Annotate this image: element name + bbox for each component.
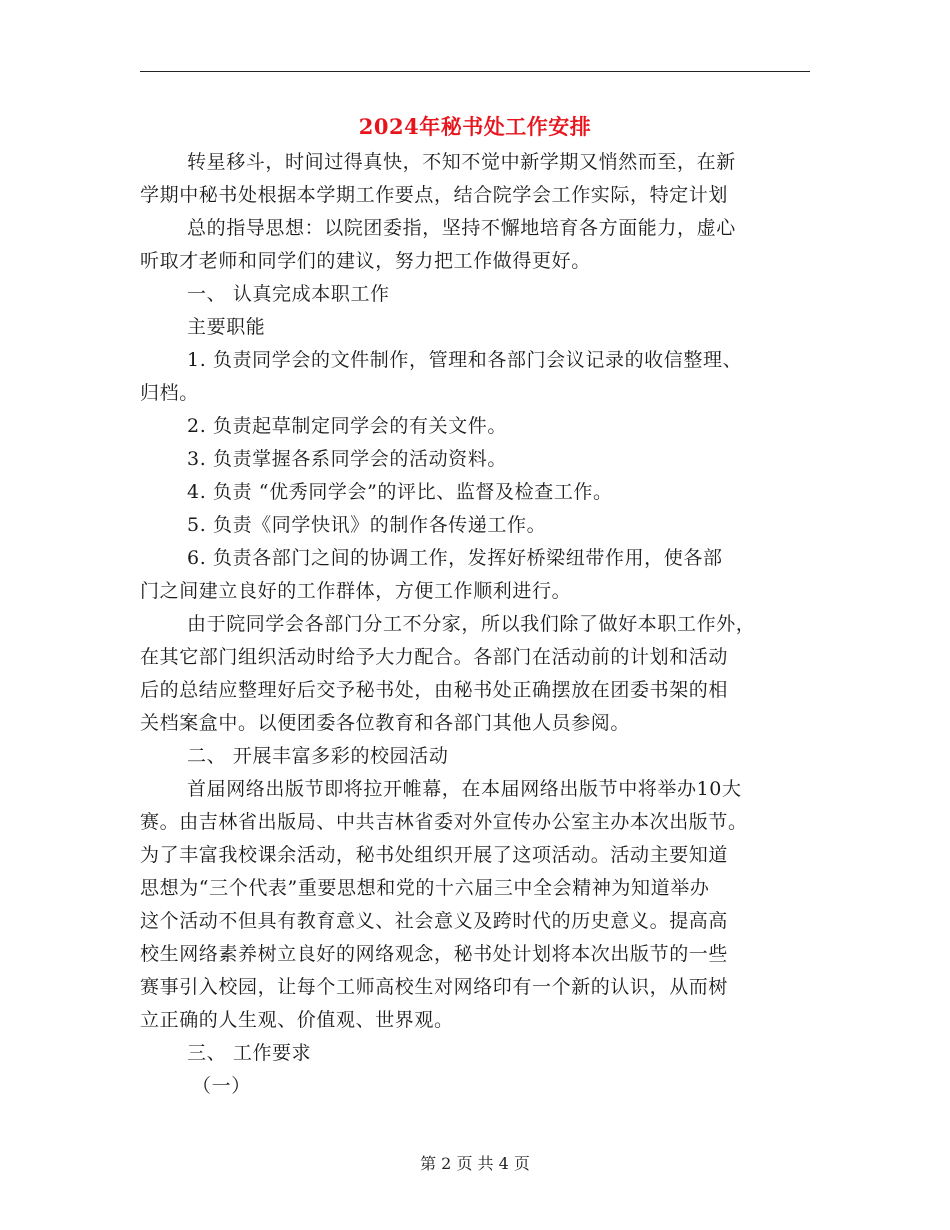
- paragraph-line: 转星移斗，时间过得真快，不知不觉中新学期又悄然而至，在新: [187, 151, 736, 173]
- paragraph-line: 听取才老师和同学们的建议，努力把工作做得更好。: [140, 250, 591, 272]
- paragraph-line: 校生网络素养树立良好的网络观念，秘书处计划将本次出版节的一些: [140, 943, 729, 965]
- paragraph-line: 赛事引入校园，让每个工师高校生对网络印有一个新的认识，从而树: [140, 976, 729, 998]
- header-rule: [140, 71, 810, 72]
- document-title: 2024年秘书处工作安排: [358, 114, 592, 139]
- list-item: 4. 负责 “优秀同学会”的评比、监督及检查工作。: [187, 481, 613, 503]
- paragraph-line: 为了丰富我校课余活动，秘书处组织开展了这项活动。活动主要知道: [140, 844, 729, 866]
- paragraph-line: 学期中秘书处根据本学期工作要点，结合院学会工作实际，特定计划: [140, 184, 729, 206]
- paragraph-line: 思想为“三个代表”重要思想和党的十六届三中全会精神为知道举办: [140, 877, 710, 899]
- paragraph-line: 首届网络出版节即将拉开帷幕，在本届网络出版节中将举办10大: [187, 778, 742, 800]
- list-item: 1. 负责同学会的文件制作，管理和各部门会议记录的收信整理、: [187, 349, 743, 371]
- section-heading: 一、 认真完成本职工作: [187, 283, 390, 305]
- paragraph-line: 在其它部门组织活动时给予大力配合。各部门在活动前的计划和活动: [140, 646, 729, 668]
- list-item: 5. 负责《同学快讯》的制作各传递工作。: [187, 514, 547, 536]
- page-footer: 第 2 页 共 4 页: [420, 1154, 530, 1173]
- paragraph-line: 后的总结应整理好后交予秘书处，由秘书处正确摆放在团委书架的相: [140, 679, 729, 701]
- list-item-continuation: 门之间建立良好的工作群体，方便工作顺利进行。: [140, 580, 572, 602]
- list-item: 3. 负责掌握各系同学会的活动资料。: [187, 448, 507, 470]
- list-item: 6. 负责各部门之间的协调工作，发挥好桥梁纽带作用，使各部: [187, 547, 723, 569]
- section-heading: 三、 工作要求: [187, 1042, 312, 1064]
- paragraph-line: 由于院同学会各部门分工不分家，所以我们除了做好本职工作外，: [187, 613, 756, 635]
- paragraph-line: 这个活动不但具有教育意义、社会意义及跨时代的历史意义。提高高: [140, 910, 729, 932]
- paragraph-line: 关档案盒中。以便团委各位教育和各部门其他人员参阅。: [140, 712, 631, 734]
- paragraph-line: 总的指导思想：以院团委指，坚持不懈地培育各方面能力，虚心: [187, 217, 736, 239]
- list-item-continuation: 归档。: [140, 382, 199, 404]
- subheading: 主要职能: [187, 316, 266, 338]
- section-heading: 二、 开展丰富多彩的校园活动: [187, 745, 449, 767]
- paragraph-line: 立正确的人生观、价值观、世界观。: [140, 1009, 454, 1031]
- subsection-marker: （一）: [192, 1075, 251, 1097]
- paragraph-line: 赛。由吉林省出版局、中共吉林省委对外宣传办公室主办本次出版节。: [140, 811, 748, 833]
- document-body: [140, 146, 810, 1103]
- list-item: 2. 负责起草制定同学会的有关文件。: [187, 415, 507, 437]
